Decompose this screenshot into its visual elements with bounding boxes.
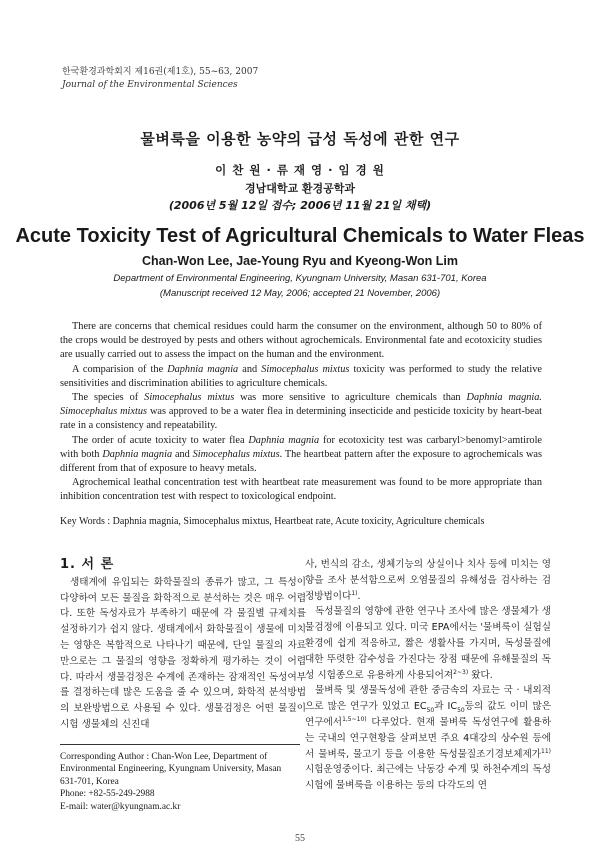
abstract [60,320,542,505]
species-name: Daphnia magnia. [466,392,542,404]
footnote-phone: Phone: +82-55-249-2988 [60,789,155,800]
text-run: 왔다. [468,669,493,681]
abstract-paragraph-3 [60,391,542,434]
journal-name: Journal of the Environmental Sciences [62,80,238,90]
text-run: toxicity was performed to study the relative sensitivities and discrimination abilities to agriculture chemicals. [60,363,542,389]
citation-ref: 1,5~10) [342,715,367,723]
footnote-email: E-mail: water@kyungnam.ac.kr [60,801,181,812]
footnote-divider [60,744,300,745]
text-run: 사, 번식의 감소, 생체기능의 상실이나 치사 등에 미치는 영향을 조사 분석함으로써 오염물질의 유해성을 검사하는 검정방법이다 [305,559,551,602]
species-name: Simocephalus mixtus [261,363,350,375]
species-name: Simocephalus mixtus [144,392,235,404]
species-name: Simocephalus mixtus [60,406,148,418]
korean-affiliation: 경남대학교 환경공학과 [244,182,356,195]
citation-ref: 2~3) [453,668,469,676]
english-title: Acute Toxicity Test of Agricultural Chemicals to Water Fleas [15,225,585,247]
korean-dates: (2006년 5월 12일 접수; 2006년 11월 21일 채택) [168,199,432,212]
text-run: 과 IC [434,701,458,713]
text-run: and [238,363,262,375]
species-name: Daphnia magnia [102,448,173,460]
section-heading: 1. 서 론 [60,557,115,572]
text-run: 등의 값도 이미 많은 연구에서 [305,701,551,728]
text-run: The order of acute toxicity to water flea [72,434,249,446]
subscript: 50 [457,707,465,715]
abstract-paragraph-2 [60,363,542,391]
abstract-paragraph-5: Agrochemical leathal concentration test with heartbeat rate measurement was found to be more appropriate than inhibition concentration test with respect to toxicological endpoint. [60,477,542,503]
journal-citation: 한국환경과학회지 제16권(제1호), 55~63, 2007 [62,67,259,77]
page-number: 55 [295,833,305,844]
text-run: A comparision of the [72,363,168,375]
citation-ref: 11) [541,747,551,755]
korean-authors: 이 찬 원 · 류 재 영 · 임 경 원 [215,163,385,177]
species-name: Daphnia magnia [248,434,320,446]
keywords: Key Words : Daphnia magnia, Simocephalus mixtus, Heartbeat rate, Acute toxicity, Agriculture chemicals [60,516,485,527]
abstract-paragraph-1: There are concerns that chemical residues could harm the consumer on the environment, although 50 to 80% of the crops would be destroyed by pests and others without agrochemicals. Environmental fate and ecotoxicity studies are usually carried out to assess the impact on the human and the environment. [60,321,542,361]
footnote-author: Corresponding Author : Chan-Won Lee, Department of Environmental Engineering, Kyungnam University, Masan 631-701, Korea [60,752,282,787]
text-run: 시험운영중이다. 최근에는 낙동강 수계 및 하천수계의 독성시험에 물벼룩을 이용하는 등의 다각도의 연 [305,764,551,792]
body-column-right [305,557,551,794]
text-run: 독성물질의 영향에 관한 연구나 조사에 많은 생물체가 생물검정에 이용되고 있다. 미국 EPA에서는 '물벼룩이 실험실 환경에 쉽게 적응하고, 짧은 생활사를 가지며, 독성물질에 대한 뚜렷한 감수성을 가진다는 장점 때문에 유해물질의 독성 시험종으로 유용하게 사용되어져 [305,606,551,681]
text-run: was approved to be a water flea in determining insecticide and pesticide toxicity by heart-beat rate in a consistency and repeatability. [60,406,543,432]
body-paragraph: 생태계에 유입되는 화학물질의 종류가 많고, 그 특성이 다양하여 모든 물질을 화학적으로 분석하는 것은 매우 어렵다. 또한 독성자료가 부족하기 때문에 각 물질별 규제치를 설정하기가 쉽지 않다. 생태계에서 화학물질이 생물에 미치는 영향은 복합적으로 나타나기 때문에, 단일 물질의 자료만으로는 그 물질의 영향을 정확하게 평가하는 것이 어렵다. 따라서 생물검정은 수계에 존재하는 잠재적인 독성여부를 결정하는데 많은 도움을 줄 수 있으며, 화학적 분석방법의 보완방법으로 사용될 수 있다. 생물검정은 어떤 물질이 시험 생물체의 신진대 [60,576,306,730]
body-paragraph [305,604,551,683]
species-name: Daphnia magnia [167,363,239,375]
subscript: 50 [426,707,435,715]
footnote [60,751,300,813]
text-run: The species of [72,392,145,404]
text-run: 물벼룩 및 생물독성에 관한 중금속의 자료는 국 · 내외적으로 많은 연구가 있었고 EC [305,685,551,713]
body-column-left [60,557,306,733]
species-name: Simocephalus mixtus [192,448,280,460]
body-paragraph [305,683,551,794]
text-run: 다루었다. 현재 물벼룩 독성연구에 활용하는 국내의 연구현황을 살펴보면 주요 4대강의 상수원 등에서 물벼룩, 물고기 등을 이용한 독성물질조기경보체제가 [305,716,551,760]
english-authors: Chan-Won Lee, Jae-Young Ryu and Kyeong-Won Lim [142,254,458,268]
abstract-paragraph-4 [60,434,542,477]
text-run: for ecotoxicity test was carbaryl>benomyl>amtirole with both [60,434,543,460]
text-run: and [172,448,193,460]
text-run: was more sensitive to agriculture chemicals than [234,392,467,404]
body-paragraph: 사, 번식의 감소, 생체기능의 상실이나 치사 등에 미치는 영향을 조사 분석함으로써 오염물질의 유해성을 검사하는 검정방법이다$^{1)}$. [305,559,551,602]
citation-ref: 1) [351,589,358,597]
korean-title: 물벼룩을 이용한 농약의 급성 독성에 관한 연구 [140,130,460,148]
english-affiliation: Department of Environmental Engineering, Kyungnam University, Masan 631-701, Korea [113,273,487,284]
english-dates: (Manuscript received 12 May, 2006; accepted 21 November, 2006) [159,288,441,299]
text-run: . The heartbeat pattern after the exposure to agrochemicals was different from that of exposure to heavy metals. [60,448,543,475]
